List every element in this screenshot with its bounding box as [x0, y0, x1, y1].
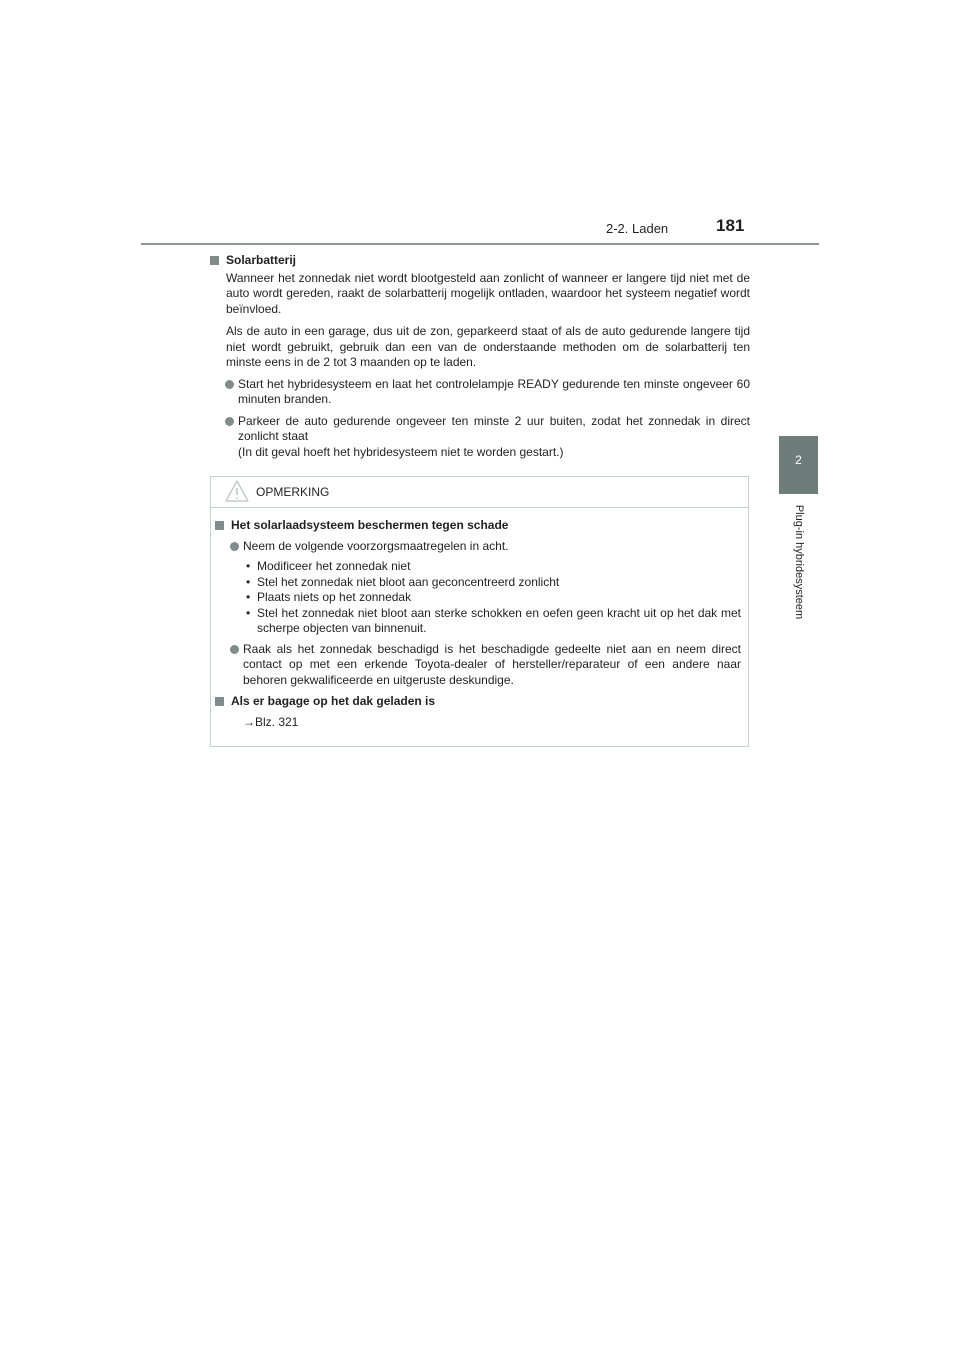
section-heading — [210, 253, 750, 269]
square-bullet-icon — [210, 256, 219, 265]
square-bullet-icon — [215, 521, 224, 530]
paragraph: Wanneer het zonnedak niet wordt blootgesteld aan zonlicht of wanneer er langere tijd niet met de auto wordt gereden, raakt de solarbatterij mogelijk ontladen, waardoor het systeem negatief wordt beïnvloed. — [226, 270, 750, 316]
chapter-title: Plug-in hybridesysteem — [793, 504, 805, 620]
circle-bullet-icon — [230, 542, 239, 551]
list-item-text: Parkeer de auto gedurende ongeveer ten minste 2 uur buiten, zodat het zonnedak in direct zonlicht staat — [238, 413, 750, 443]
main-content — [210, 253, 750, 460]
circle-bullet-icon — [230, 645, 239, 654]
chapter-number: 2 — [795, 453, 802, 467]
page-number: 181 — [716, 216, 745, 235]
list-item-note: (In dit geval hoeft het hybridesysteem niet te worden gestart.) — [238, 444, 564, 459]
precaution-item: • Stel het zonnedak niet bloot aan geconcentreerd zonlicht — [243, 575, 741, 591]
section-heading-text: Solarbatterij — [226, 253, 297, 267]
list-item — [210, 377, 750, 408]
chapter-tab — [779, 436, 818, 494]
precaution-list — [215, 559, 741, 637]
header-divider — [141, 243, 819, 245]
page-reference-link[interactable]: →Blz. 321 — [243, 714, 299, 729]
notice-list-item-text: Raak als het zonnedak beschadigd is het beschadigde gedeelte niet aan en neem direct contact op met een erkende Toyota-dealer of hersteller/reparateur of een andere naar behoren gekwalificeerde en uitgeruste deskundige. — [243, 641, 741, 687]
section-title: 2-2. Laden — [606, 221, 669, 236]
circle-bullet-icon — [225, 380, 234, 389]
paragraph: Als de auto in een garage, dus uit de zon, geparkeerd staat of als de auto gedurende langere tijd niet wordt gebruikt, gebruik dan een van de onderstaande methoden om de solarbatterij ten minste eens in de 2 tot 3 maanden op te laden. — [226, 324, 750, 369]
circle-bullet-icon — [225, 417, 234, 426]
notice-body — [211, 508, 748, 730]
list-item — [210, 414, 750, 461]
square-bullet-icon — [215, 697, 224, 706]
notice-list-item — [215, 539, 741, 555]
notice-box — [210, 476, 749, 747]
precaution-item: • Plaats niets op het zonnedak — [243, 590, 741, 606]
notice-list-item-text: Neem de volgende voorzorgsmaatregelen in acht. — [243, 538, 509, 553]
warning-triangle-icon — [225, 479, 249, 503]
notice-heading — [215, 518, 741, 534]
notice-heading — [215, 694, 741, 710]
notice-heading-text: Het solarlaadsysteem beschermen tegen schade — [231, 518, 509, 532]
notice-title: OPMERKING — [256, 485, 330, 499]
precaution-item: • Stel het zonnedak niet bloot aan sterke schokken en oefen geen kracht uit op het dak met scherpe objecten van binnenuit. — [243, 606, 741, 637]
precaution-item: • Modificeer het zonnedak niet — [243, 559, 741, 575]
notice-header — [211, 477, 748, 508]
list-item-text: Start het hybridesysteem en laat het controlelampje READY gedurende ten minste ongeveer 60 minuten branden. — [238, 376, 750, 406]
notice-heading-text: Als er bagage op het dak geladen is — [231, 694, 436, 708]
notice-list-item — [215, 642, 741, 689]
